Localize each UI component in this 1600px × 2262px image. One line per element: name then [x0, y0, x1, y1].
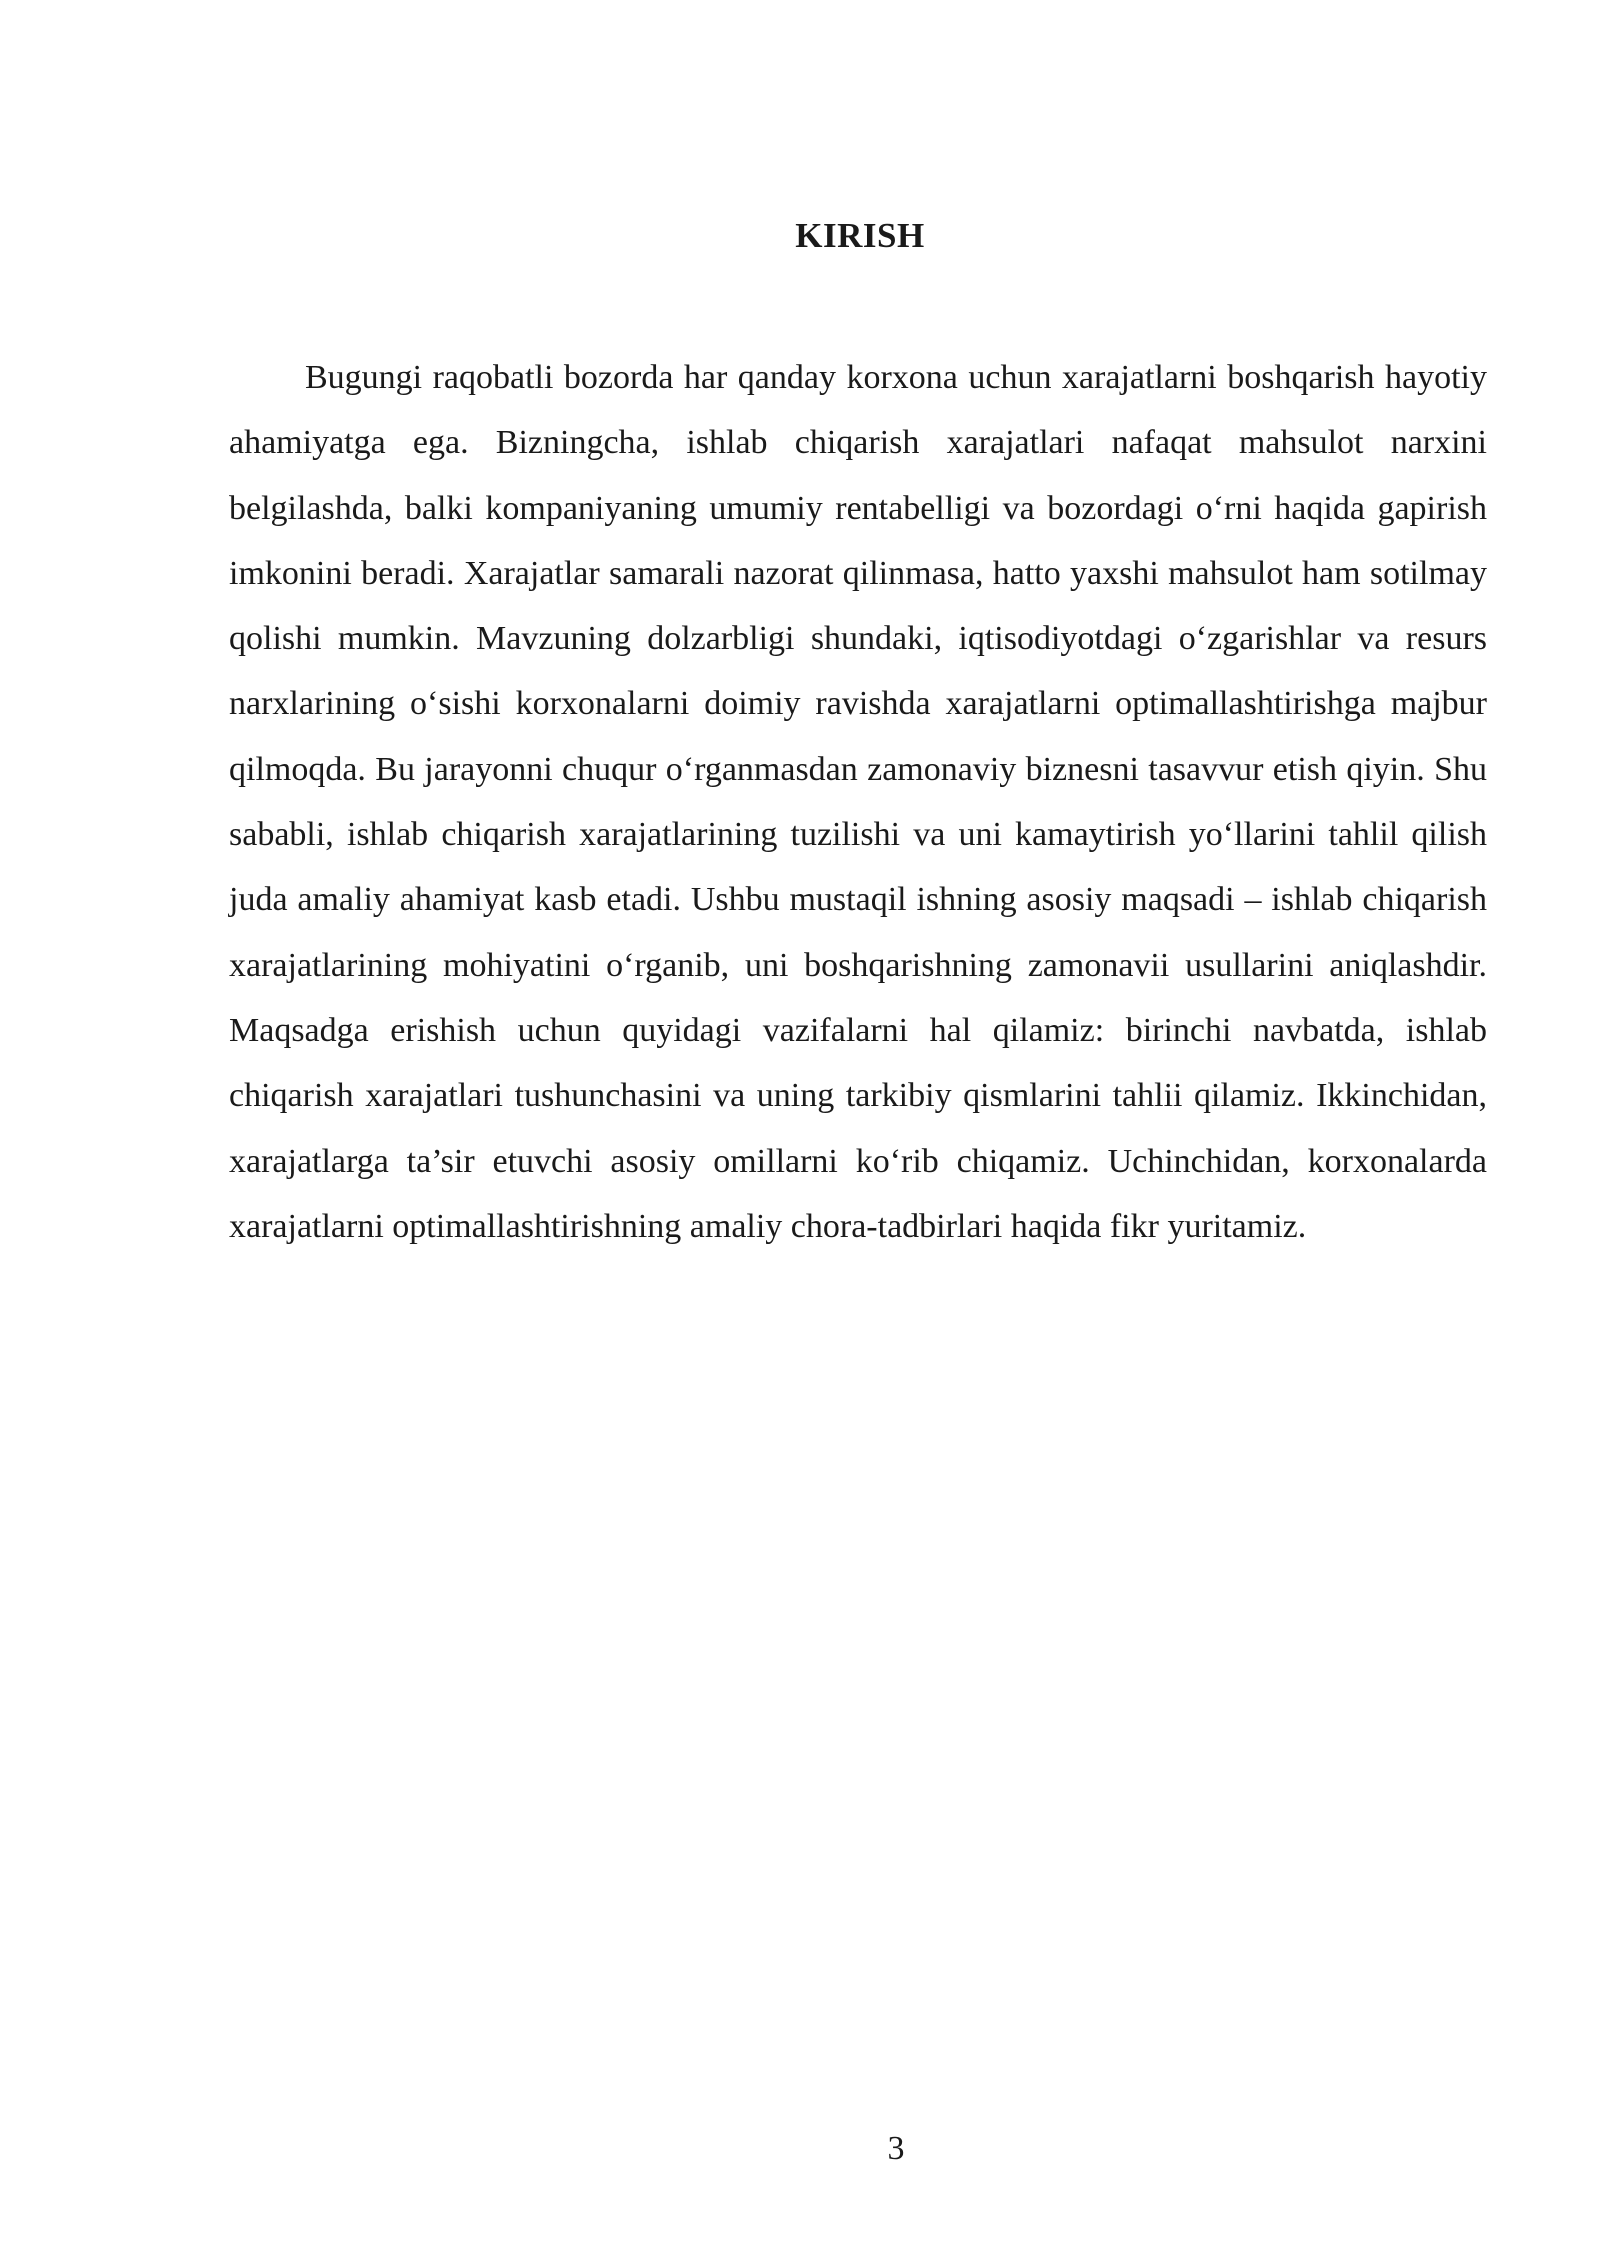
page-number: 3: [887, 2130, 905, 2167]
body-paragraph: Bugungi raqobatli bozorda har qanday korxona uchun xarajatlarni boshqarish hayotiy ahamiyatga ega. Bizningcha, ishlab chiqarish xarajatlari nafaqat mahsulot narxini belgilashda, balki kompaniyaning umumiy rentabelligi va bozordagi o‘rni haqida gapirish imkonini beradi. Xarajatlar samarali nazorat qilinmasa, hatto yaxshi mahsulot ham sotilmay qolishi mumkin. Mavzuning dolzarbligi shundaki, iqtisodiyotdagi o‘zgarishlar va resurs narxlarining o‘sishi korxonalarni doimiy ravishda xarajatlarni optimallashtirishga majbur qilmoqda. Bu jarayonni chuqur o‘rganmasdan zamonaviy biznesni tasavvur etish qiyin. Shu sababli, ishlab chiqarish xarajatlarining tuzilishi va uni kamaytirish yo‘llarini tahlil qilish juda amaliy ahamiyat kasb etadi. Ushbu mustaqil ishning asosiy maqsadi – ishlab chiqarish xarajatlarining mohiyatini o‘rganib, uni boshqarishning zamonavii usullarini aniqlashdir. Maqsadga erishish uchun quyidagi vazifalarni hal qilamiz: birinchi navbatda, ishlab chiqarish xarajatlari tushunchasini va uning tarkibiy qismlarini tahlii qilamiz. Ikkinchidan, xarajatlarga ta’sir etuvchi asosiy omillarni ko‘rib chiqamiz. Uchinchidan, korxonalarda xarajatlarni optimallashtirishning amaliy chora-tadbirlari haqida fikr yuritamiz.: [229, 359, 1487, 1245]
section-heading: KIRISH: [795, 216, 925, 255]
